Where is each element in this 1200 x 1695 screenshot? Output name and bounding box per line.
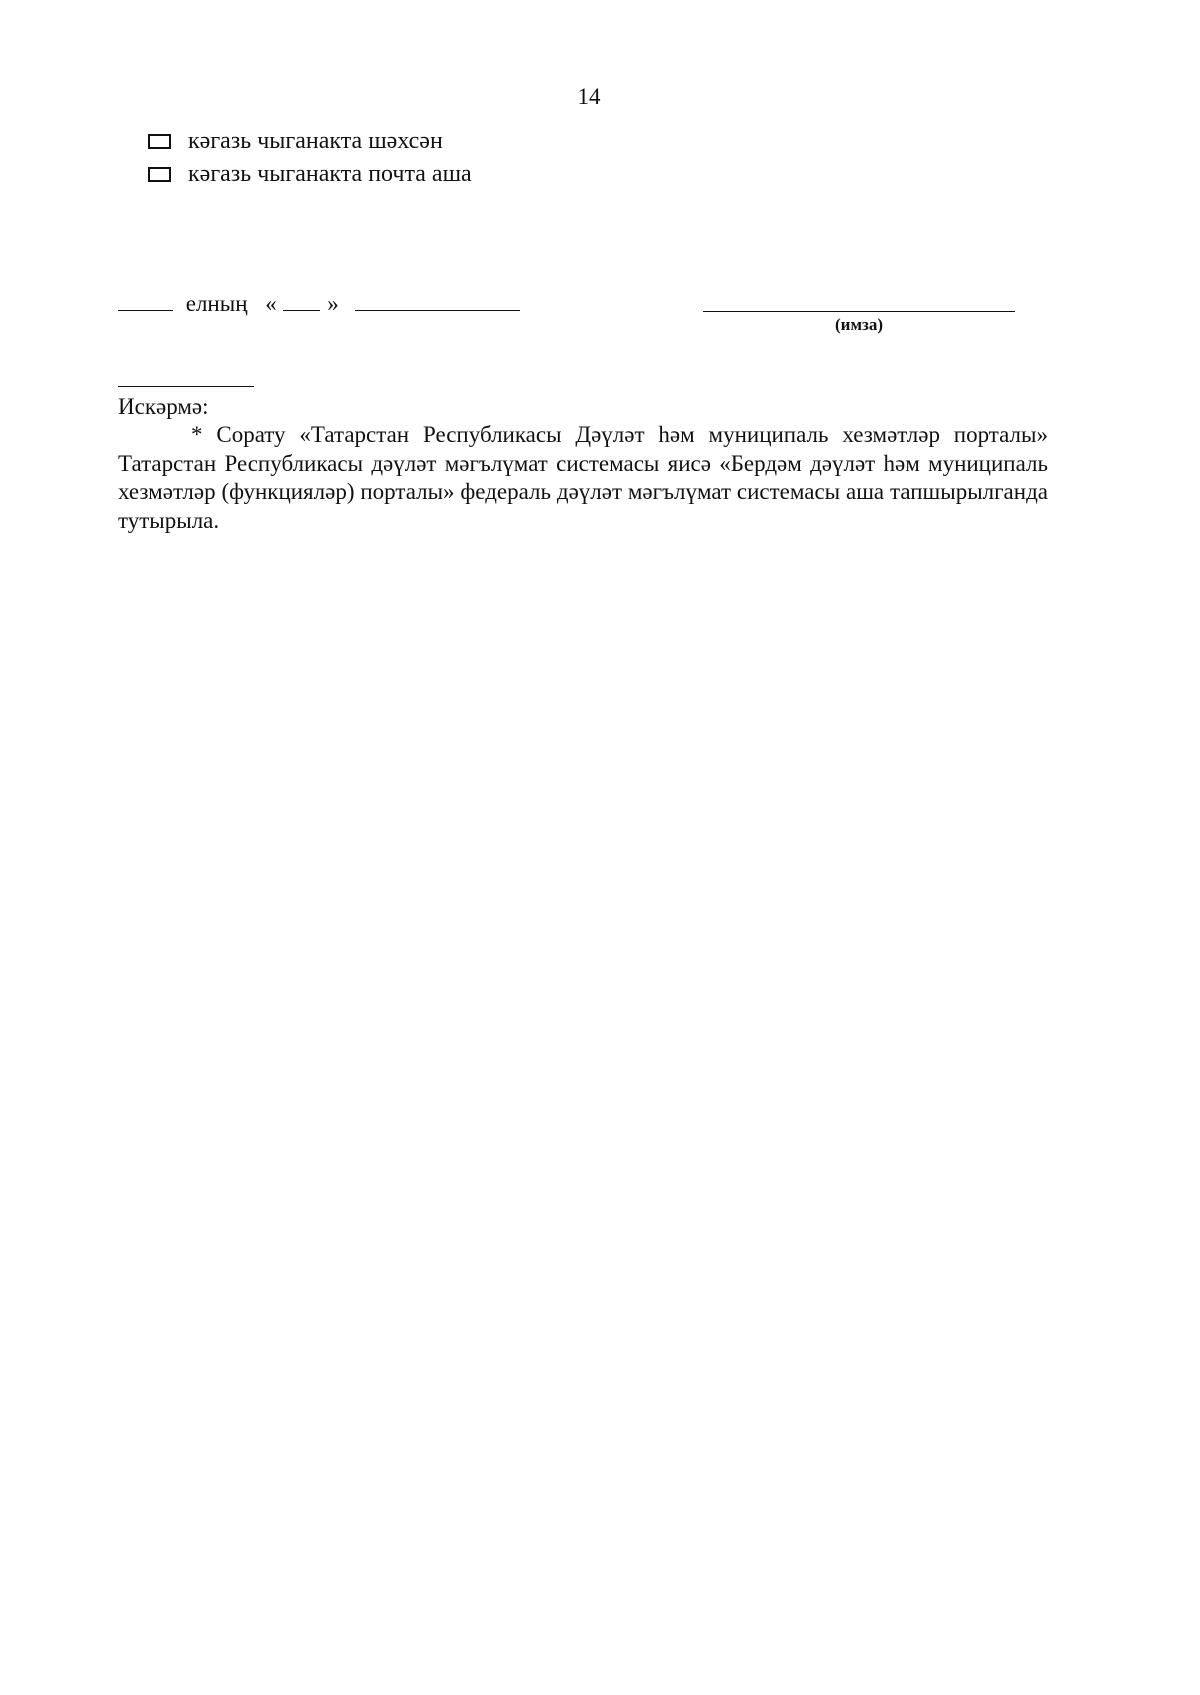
- day-blank[interactable]: [283, 288, 320, 311]
- note-text: * Сорату «Татарстан Республикасы Дәүләт һәм муниципаль хезмәтләр порталы» Татарстан Республикасы дәүләт мәгълүмат системасы яисә «Бердәм дәүләт һәм муниципаль хезмәтләр (функцияләр) порталы» федераль дәүләт мәгълүмат системасы аша тапшырылганда тутырыла.: [118, 422, 1048, 533]
- quote-close: »: [327, 291, 339, 316]
- quote-open: «: [265, 291, 277, 316]
- option-label: кәгазь чыганакта почта аша: [188, 161, 472, 187]
- page-number: 14: [577, 84, 601, 109]
- note-label: Искәрмә:: [118, 394, 209, 419]
- year-blank[interactable]: [118, 288, 173, 311]
- signature-caption: (имза): [834, 315, 884, 334]
- month-blank[interactable]: [355, 288, 520, 311]
- date-field: [118, 288, 520, 317]
- option-paper-by-mail[interactable]: [148, 161, 472, 188]
- year-word: елның: [185, 291, 248, 316]
- checkbox-empty-icon[interactable]: [148, 167, 171, 182]
- checkbox-empty-icon[interactable]: [148, 134, 171, 149]
- footnote-divider: [118, 386, 254, 387]
- option-label: кәгазь чыганакта шәхсән: [188, 128, 443, 154]
- option-paper-in-person[interactable]: [148, 128, 443, 155]
- signature-line[interactable]: [703, 311, 1015, 312]
